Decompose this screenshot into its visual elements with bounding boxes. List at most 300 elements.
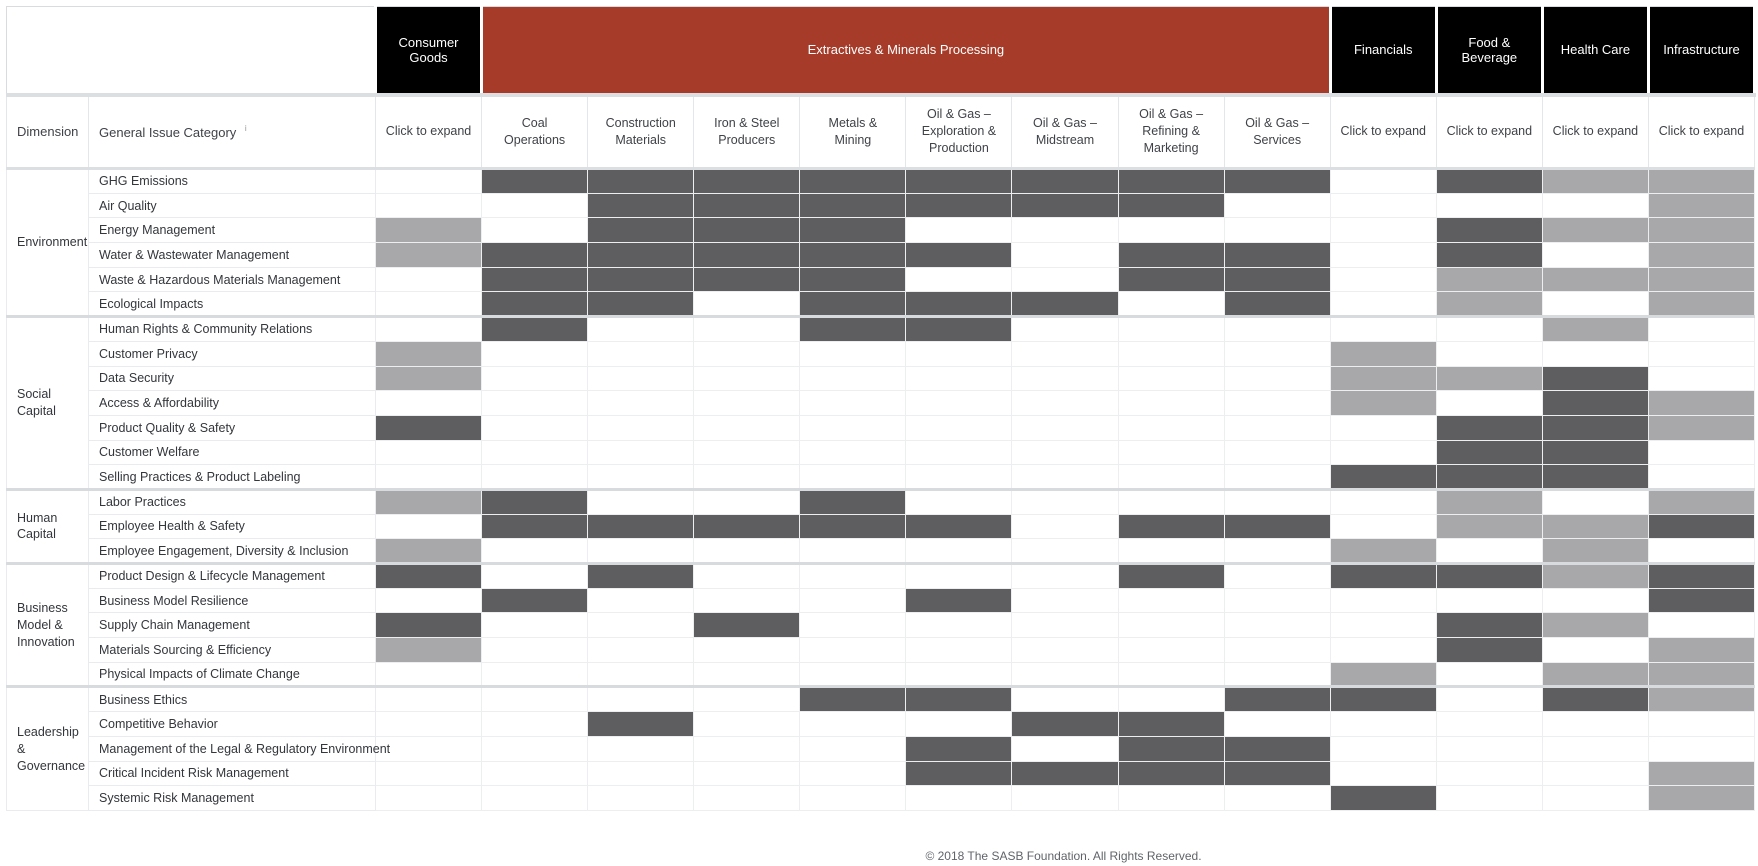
matrix-cell [1542,786,1648,811]
matrix-cell [800,267,906,292]
matrix-cell [800,366,906,391]
matrix-cell [1118,613,1224,638]
category-label: Critical Incident Risk Management [89,761,376,786]
matrix-cell [588,366,694,391]
matrix-cell [482,292,588,317]
matrix-cell [694,440,800,465]
matrix-cell [1224,638,1330,663]
matrix-cell [1012,415,1118,440]
matrix-cell [694,169,800,194]
matrix-cell [1330,465,1436,490]
sector-header-health-care[interactable]: Health Care [1542,7,1648,95]
matrix-cell [800,564,906,589]
matrix-cell [1436,613,1542,638]
table-row [7,440,1755,465]
matrix-cell [1542,267,1648,292]
matrix-cell [906,292,1012,317]
category-label: Energy Management [89,218,376,243]
matrix-cell [588,267,694,292]
matrix-cell [1436,489,1542,514]
matrix-cell [1542,366,1648,391]
matrix-cell [1436,514,1542,539]
matrix-cell [1118,218,1224,243]
table-row [7,736,1755,761]
matrix-cell [1436,415,1542,440]
matrix-cell [1542,539,1648,564]
table-row [7,415,1755,440]
matrix-cell [588,341,694,366]
matrix-cell [482,243,588,268]
matrix-cell [1224,514,1330,539]
matrix-cell [1224,243,1330,268]
matrix-cell [1648,489,1754,514]
category-label: Labor Practices [89,489,376,514]
matrix-cell [1224,465,1330,490]
matrix-cell [1224,267,1330,292]
table-row [7,391,1755,416]
matrix-cell [482,391,588,416]
matrix-cell [376,638,482,663]
matrix-cell [1330,169,1436,194]
matrix-cell [1118,169,1224,194]
matrix-cell [1542,489,1648,514]
matrix-cell [482,169,588,194]
matrix-cell [1330,638,1436,663]
table-row [7,662,1755,687]
matrix-cell [1330,539,1436,564]
table-row [7,588,1755,613]
category-label: Business Ethics [89,687,376,712]
matrix-cell [376,736,482,761]
matrix-cell [906,317,1012,342]
matrix-cell [376,662,482,687]
matrix-cell [1118,440,1224,465]
matrix-cell [800,761,906,786]
matrix-cell [694,193,800,218]
matrix-cell [1224,415,1330,440]
matrix-cell [1330,366,1436,391]
materiality-map-table [6,6,1756,811]
matrix-cell [906,786,1012,811]
category-label: Competitive Behavior [89,712,376,737]
matrix-cell [482,564,588,589]
matrix-cell [800,440,906,465]
matrix-cell [800,613,906,638]
matrix-cell [482,687,588,712]
category-label: Data Security [89,366,376,391]
industry-column-header-oil-gas-refining-marketing: Oil & Gas – Refining & Marketing [1118,95,1224,169]
matrix-cell [1012,267,1118,292]
matrix-cell [800,169,906,194]
matrix-cell [482,218,588,243]
matrix-cell [376,539,482,564]
matrix-cell [1648,736,1754,761]
matrix-cell [906,712,1012,737]
matrix-cell [800,514,906,539]
table-row [7,341,1755,366]
sector-header-consumer-goods[interactable]: Consumer Goods [376,7,482,95]
matrix-cell [376,341,482,366]
matrix-cell [694,687,800,712]
matrix-cell [1330,588,1436,613]
matrix-cell [800,193,906,218]
matrix-cell [1330,218,1436,243]
matrix-cell [1012,193,1118,218]
matrix-cell [376,193,482,218]
matrix-cell [1330,341,1436,366]
matrix-cell [1648,292,1754,317]
matrix-cell [906,243,1012,268]
category-label: Systemic Risk Management [89,786,376,811]
matrix-cell [482,440,588,465]
matrix-cell [800,317,906,342]
matrix-cell [588,687,694,712]
matrix-cell [1648,638,1754,663]
matrix-cell [1012,514,1118,539]
matrix-cell [376,243,482,268]
matrix-cell [376,317,482,342]
matrix-cell [1648,267,1754,292]
table-row [7,489,1755,514]
matrix-cell [482,712,588,737]
matrix-cell [1118,736,1224,761]
matrix-cell [1012,391,1118,416]
matrix-cell [588,638,694,663]
matrix-cell [800,687,906,712]
matrix-cell [1118,786,1224,811]
category-column-header [89,95,376,169]
matrix-cell [1542,317,1648,342]
matrix-cell [588,169,694,194]
matrix-cell [1648,415,1754,440]
table-row [7,243,1755,268]
matrix-cell [1648,514,1754,539]
matrix-cell [800,662,906,687]
matrix-cell [1330,267,1436,292]
matrix-cell [376,169,482,194]
category-label: Product Design & Lifecycle Management [89,564,376,589]
sector-header-food-beverage[interactable]: Food & Beverage [1436,7,1542,95]
category-label: Waste & Hazardous Materials Management [89,267,376,292]
matrix-cell [1012,489,1118,514]
matrix-cell [694,243,800,268]
matrix-cell [376,761,482,786]
table-row [7,539,1755,564]
matrix-cell [1118,638,1224,663]
matrix-cell [694,514,800,539]
matrix-cell [482,638,588,663]
matrix-cell [906,169,1012,194]
matrix-cell [1648,440,1754,465]
matrix-cell [1648,588,1754,613]
industry-column-header-iron-steel-producers: Iron & Steel Producers [694,95,800,169]
matrix-cell [482,539,588,564]
matrix-cell [694,736,800,761]
matrix-cell [1542,169,1648,194]
matrix-cell [482,736,588,761]
matrix-cell [694,662,800,687]
matrix-cell [1012,243,1118,268]
matrix-cell [800,588,906,613]
matrix-cell [1118,415,1224,440]
matrix-cell [1436,440,1542,465]
table-row [7,786,1755,811]
matrix-cell [1542,662,1648,687]
table-row [7,366,1755,391]
matrix-cell [1118,687,1224,712]
matrix-cell [1436,761,1542,786]
matrix-cell [482,514,588,539]
matrix-cell [1118,588,1224,613]
matrix-cell [482,193,588,218]
matrix-cell [694,489,800,514]
matrix-cell [1542,514,1648,539]
matrix-cell [1436,588,1542,613]
matrix-cell [1330,292,1436,317]
matrix-cell [1648,786,1754,811]
matrix-cell [694,712,800,737]
table-row [7,761,1755,786]
matrix-cell [482,786,588,811]
matrix-cell [1012,588,1118,613]
matrix-cell [1224,761,1330,786]
matrix-cell [1118,391,1224,416]
matrix-cell [694,391,800,416]
table-row [7,317,1755,342]
matrix-cell [1330,489,1436,514]
matrix-cell [906,415,1012,440]
matrix-cell [376,267,482,292]
matrix-cell [1542,613,1648,638]
matrix-cell [588,465,694,490]
matrix-cell [1542,588,1648,613]
matrix-cell [1012,341,1118,366]
matrix-cell [800,489,906,514]
matrix-cell [906,539,1012,564]
matrix-cell [906,687,1012,712]
corner-blank-cell [7,7,376,95]
matrix-cell [588,415,694,440]
matrix-cell [1542,415,1648,440]
matrix-cell [1648,169,1754,194]
matrix-cell [1224,662,1330,687]
sector-header-extractives-minerals-processing[interactable]: Extractives & Minerals Processing [482,7,1331,95]
matrix-cell [1330,564,1436,589]
matrix-cell [694,638,800,663]
matrix-cell [1436,465,1542,490]
matrix-cell [1542,761,1648,786]
category-label: Customer Welfare [89,440,376,465]
matrix-cell [1542,292,1648,317]
matrix-cell [482,465,588,490]
matrix-cell [906,588,1012,613]
category-label: Employee Health & Safety [89,514,376,539]
matrix-cell [1648,687,1754,712]
matrix-cell [694,317,800,342]
matrix-cell [588,193,694,218]
expand-column-header-11[interactable]: Click to expand [1542,95,1648,169]
matrix-cell [588,736,694,761]
matrix-cell [1330,687,1436,712]
matrix-cell [376,564,482,589]
matrix-cell [1224,564,1330,589]
matrix-cell [694,292,800,317]
matrix-cell [694,761,800,786]
matrix-cell [588,761,694,786]
matrix-cell [482,366,588,391]
category-label: Access & Affordability [89,391,376,416]
matrix-cell [1224,218,1330,243]
matrix-cell [1330,786,1436,811]
matrix-cell [1012,662,1118,687]
matrix-cell [800,341,906,366]
matrix-cell [800,736,906,761]
matrix-cell [1330,761,1436,786]
matrix-cell [800,786,906,811]
matrix-cell [482,489,588,514]
matrix-cell [1224,440,1330,465]
matrix-cell [1542,638,1648,663]
dimension-column-header: Dimension [7,95,89,169]
matrix-cell [694,341,800,366]
category-label: Air Quality [89,193,376,218]
table-row [7,267,1755,292]
matrix-cell [1648,539,1754,564]
matrix-cell [588,391,694,416]
matrix-cell [906,761,1012,786]
matrix-cell [1118,662,1224,687]
matrix-cell [1224,292,1330,317]
matrix-cell [376,712,482,737]
matrix-cell [1648,662,1754,687]
matrix-cell [694,564,800,589]
matrix-cell [1330,613,1436,638]
matrix-cell [1648,564,1754,589]
matrix-cell [1330,243,1436,268]
expand-column-header-10[interactable]: Click to expand [1436,95,1542,169]
info-icon[interactable]: i [244,123,247,133]
matrix-cell [906,638,1012,663]
matrix-cell [1436,539,1542,564]
matrix-cell [588,243,694,268]
matrix-cell [1436,366,1542,391]
table-row [7,687,1755,712]
matrix-cell [1224,736,1330,761]
matrix-cell [1012,761,1118,786]
matrix-cell [694,539,800,564]
matrix-cell [906,218,1012,243]
expand-column-header-9[interactable]: Click to expand [1330,95,1436,169]
matrix-cell [1224,341,1330,366]
table-row [7,465,1755,490]
matrix-cell [1330,736,1436,761]
industry-column-header-oil-gas-services: Oil & Gas – Services [1224,95,1330,169]
matrix-cell [1118,366,1224,391]
category-label: Human Rights & Community Relations [89,317,376,342]
matrix-cell [1012,564,1118,589]
copyright-footer: © 2018 The SASB Foundation. All Rights Reserved. [925,849,1202,863]
matrix-cell [1224,317,1330,342]
matrix-cell [1542,564,1648,589]
matrix-cell [588,613,694,638]
matrix-cell [906,736,1012,761]
matrix-cell [800,712,906,737]
matrix-cell [376,786,482,811]
sector-header-infrastructure[interactable]: Infrastructure [1648,7,1754,95]
sector-band-row [7,7,1755,95]
matrix-cell [1436,687,1542,712]
expand-column-header-12[interactable]: Click to expand [1648,95,1754,169]
matrix-cell [482,588,588,613]
matrix-cell [694,366,800,391]
category-label: GHG Emissions [89,169,376,194]
matrix-cell [1012,712,1118,737]
matrix-cell [906,489,1012,514]
matrix-cell [588,786,694,811]
matrix-cell [1012,317,1118,342]
matrix-cell [482,613,588,638]
matrix-cell [906,341,1012,366]
table-row [7,169,1755,194]
expand-column-header-0[interactable]: Click to expand [376,95,482,169]
matrix-cell [800,415,906,440]
matrix-cell [906,440,1012,465]
matrix-cell [1012,736,1118,761]
dimension-label-leadership-governance: Leadership & Governance [7,687,89,810]
matrix-cell [1436,317,1542,342]
matrix-cell [1648,218,1754,243]
matrix-cell [376,489,482,514]
matrix-cell [1118,514,1224,539]
matrix-cell [1436,564,1542,589]
matrix-cell [800,243,906,268]
matrix-cell [588,564,694,589]
matrix-cell [1436,218,1542,243]
matrix-cell [1542,687,1648,712]
matrix-cell [1224,588,1330,613]
matrix-cell [1012,539,1118,564]
matrix-cell [1436,638,1542,663]
category-label: Business Model Resilience [89,588,376,613]
matrix-cell [1118,292,1224,317]
matrix-cell [1542,193,1648,218]
matrix-cell [1224,193,1330,218]
matrix-cell [588,662,694,687]
table-row [7,218,1755,243]
category-label: Product Quality & Safety [89,415,376,440]
sector-header-financials[interactable]: Financials [1330,7,1436,95]
matrix-cell [1436,712,1542,737]
industry-column-header-oil-gas-exploration-production: Oil & Gas – Exploration & Production [906,95,1012,169]
matrix-cell [1330,440,1436,465]
matrix-cell [588,292,694,317]
matrix-cell [1012,613,1118,638]
matrix-cell [1436,341,1542,366]
matrix-cell [482,317,588,342]
matrix-cell [1330,193,1436,218]
matrix-cell [588,712,694,737]
matrix-cell [1436,243,1542,268]
matrix-cell [1118,193,1224,218]
matrix-cell [1224,539,1330,564]
column-header-row [7,95,1755,169]
matrix-cell [1436,736,1542,761]
matrix-cell [1118,539,1224,564]
matrix-cell [1224,613,1330,638]
matrix-cell [1118,712,1224,737]
category-label: Supply Chain Management [89,613,376,638]
matrix-cell [694,786,800,811]
